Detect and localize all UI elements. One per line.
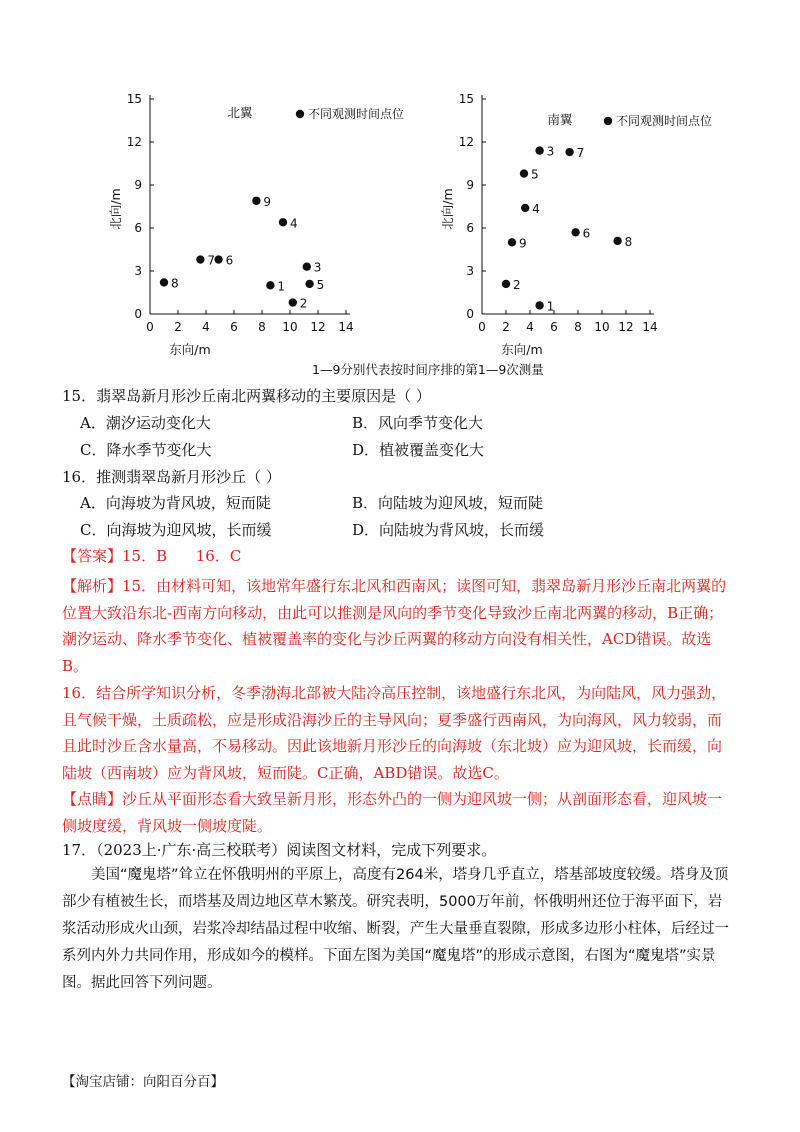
chart2-x-tick-label: 10: [594, 320, 610, 334]
chart1-x-axis-label: 东向/m: [169, 342, 211, 357]
chart1-legend-marker: [296, 110, 304, 118]
chart2-x-tick-label: 6: [550, 320, 558, 334]
chart2-y-tick-label: 6: [466, 221, 474, 235]
point-text: 沙丘从平面形态看大致呈新月形，形态外凸的一侧为迎风坡一侧；从剖面形态看，迎风坡一侧坡度缓，背风坡一侧坡度陡。: [62, 790, 723, 835]
chart2-y-axis-label: 北向/m: [440, 188, 455, 230]
chart2-point-label-6: 6: [582, 226, 591, 241]
chart1-point-label-6: 6: [225, 253, 234, 268]
chart2-legend-marker: [604, 117, 612, 125]
chart1-point-label-5: 5: [316, 277, 325, 292]
chart2-legend-label: 不同观测时间点位: [616, 114, 713, 128]
figure-charts: [108, 85, 713, 385]
q16-stem: 16．推测翡翠岛新月形沙丘（ ）: [62, 468, 281, 486]
chart1-point-label-9: 9: [263, 194, 272, 209]
chart2-x-tick-label: 14: [642, 320, 658, 334]
chart2-point-5: [520, 169, 528, 177]
chart2-point-8: [613, 237, 621, 245]
chart1-point-label-3: 3: [313, 260, 322, 275]
q15-option-b: B．风向季节变化大: [352, 414, 484, 432]
chart1-y-axis-label: 北向/m: [108, 188, 123, 230]
analysis-q16: 16．结合所学知识分析，冬季渤海北部被大陆冷高压控制，该地盛行东北风，为向陆风，风力强劲，且气候干燥，土质疏松，应是形成沿海沙丘的主导风向；夏季盛行西南风，为向海风，风力较弱，而且此时沙丘含水量高，不易移动。因此该地新月形沙丘的向海坡（东北坡）应为迎风坡，长而缓，向陆坡（西南坡）应为背风坡，短而陡。C正确，ABD错误。故选C。: [62, 684, 727, 782]
q15-option-c: C．降水季节变化大: [80, 441, 212, 459]
chart1-point-label-4: 4: [290, 216, 298, 231]
chart2-x-tick-label: 8: [574, 320, 582, 334]
chart2-point-1: [535, 301, 543, 309]
chart2-x-tick-label: 0: [478, 320, 486, 334]
chart2-x-axis-label: 东向/m: [501, 342, 543, 357]
chart1-y-tick-label: 9: [134, 178, 142, 192]
chart1-point-label-2: 2: [299, 296, 308, 311]
chart1-y-tick-label: 12: [126, 135, 142, 149]
chart2-x-tick-label: 12: [618, 320, 634, 334]
chart1-point-3: [303, 263, 311, 271]
q15-option-d: D．植被覆盖变化大: [352, 441, 485, 459]
chart1-point-5: [305, 280, 313, 288]
q16-option-a: A．向海坡为背风坡，短而陡: [80, 494, 271, 512]
scatter-charts: [108, 85, 713, 385]
q17-material: 美国“魔鬼塔”耸立在怀俄明州的平原上，高度有264米，塔身几乎直立，塔基部坡度较缓。塔身及顶部少有植被生长，而塔基及周边地区草木繁茂。研究表明，5000万年前，怀俄明州还位于海平面下，岩浆活动形成火山颈，岩浆冷却结晶过程中收缩、断裂，产生大量垂直裂隙，形成多边形小柱体，后经过一系列内外力共同作用，形成如今的模样。下面左图为美国“魔鬼塔”的形成示意图，右图为“魔鬼塔”实景图。据此回答下列问题。: [62, 867, 729, 991]
chart1-point-7: [196, 255, 204, 263]
q16-option-b: B．向陆坡为迎风坡，短而陡: [352, 494, 544, 512]
chart2-y-tick-label: 9: [466, 178, 474, 192]
chart2-point-7: [565, 148, 573, 156]
chart1-title: 北翼: [227, 105, 253, 120]
chart2-point-label-5: 5: [531, 167, 539, 182]
chart1-x-tick-label: 12: [310, 320, 326, 334]
chart2-point-6: [571, 228, 579, 236]
chart2-point-label-3: 3: [546, 144, 555, 159]
chart1-point-label-7: 7: [207, 253, 216, 268]
chart1-y-tick-label: 0: [134, 307, 142, 321]
answer-tag: 【答案】: [62, 547, 123, 565]
footer-shop: 【淘宝店铺：向阳百分百】: [62, 1074, 224, 1090]
chart2-point-label-4: 4: [532, 201, 540, 216]
chart2-point-label-2: 2: [513, 277, 521, 292]
chart1-x-tick-label: 2: [174, 320, 182, 334]
chart2-y-tick-label: 3: [466, 264, 474, 278]
analysis-q15: [62, 573, 734, 679]
chart1-y-tick-label: 15: [126, 92, 142, 106]
chart1-x-tick-label: 0: [146, 320, 154, 334]
chart2-x-tick-label: 4: [526, 320, 534, 334]
figure-caption: 1—9分别代表按时间序排的第1—9次测量: [312, 362, 544, 377]
chart1-x-tick-label: 4: [202, 320, 210, 334]
chart1-x-tick-label: 14: [338, 320, 354, 334]
chart1-point-1: [266, 281, 274, 289]
chart2-y-tick-label: 0: [466, 307, 474, 321]
chart2-y-tick-label: 12: [458, 135, 474, 149]
chart1-point-6: [214, 255, 222, 263]
chart2-y-tick-label: 15: [458, 92, 474, 106]
analysis-tag: 【解析】: [62, 577, 123, 595]
q15-stem: 15．翡翠岛新月形沙丘南北两翼移动的主要原因是（ ）: [62, 387, 431, 405]
q16-option-d: D．向陆坡为背风坡，长而缓: [352, 521, 545, 539]
chart1-x-tick-label: 8: [258, 320, 266, 334]
chart2-point-label-8: 8: [624, 234, 633, 249]
chart1-point-4: [279, 218, 287, 226]
chart1-point-2: [289, 298, 297, 306]
chart1-y-tick-label: 3: [134, 264, 142, 278]
chart1-point-label-8: 8: [171, 276, 179, 291]
chart2-point-label-9: 9: [519, 236, 527, 251]
chart2-point-3: [535, 146, 543, 154]
chart2-point-4: [521, 204, 529, 212]
point-tag: 【点睛】: [62, 790, 123, 808]
chart2-x-tick-label: 2: [502, 320, 510, 334]
point-note: [62, 786, 734, 839]
chart1-y-tick-label: 6: [134, 221, 142, 235]
q16-option-c: C．向海坡为迎风坡，长而缓: [80, 521, 272, 539]
chart2-point-2: [502, 280, 510, 288]
chart1-point-label-1: 1: [277, 279, 286, 294]
chart1-point-9: [252, 197, 260, 205]
chart1-point-8: [160, 278, 168, 286]
chart1-legend-label: 不同观测时间点位: [308, 107, 405, 121]
q17-stem: 17．（2023上·广东·高三校联考）阅读图文材料，完成下列要求。: [62, 841, 497, 859]
q15-option-a: A．潮汐运动变化大: [80, 414, 211, 432]
answer-text: 15．B 16．C: [122, 547, 242, 565]
chart2-title: 南翼: [547, 112, 573, 127]
chart2-point-label-7: 7: [576, 146, 585, 161]
answer-line: [62, 545, 241, 567]
chart2-point-9: [508, 238, 516, 246]
chart2-point-label-1: 1: [546, 299, 555, 314]
chart1-x-tick-label: 10: [282, 320, 298, 334]
chart1-x-tick-label: 6: [230, 320, 238, 334]
analysis-q15-text: 15．由材料可知，该地常年盛行东北风和西南风；读图可知，翡翠岛新月形沙丘南北两翼的位置大致沿东北-西南方向移动，由此可以推测是风向的季节变化导致沙丘南北两翼的移动，B正确；潮汐运动、降水季节变化、植被覆盖率的变化与沙丘两翼的移动方向没有相关性，ACD错误。故选B。: [62, 577, 727, 675]
